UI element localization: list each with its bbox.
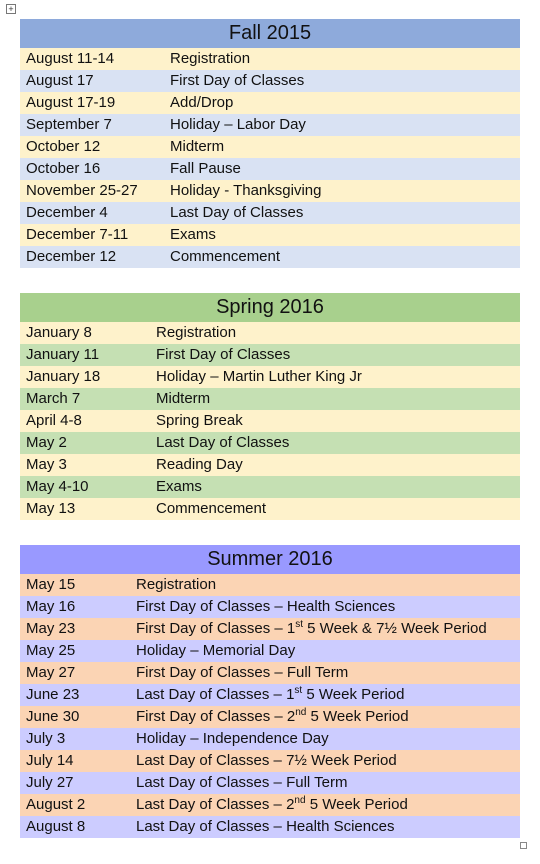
event-cell: Last Day of Classes <box>156 434 290 451</box>
event-cell: Holiday – Labor Day <box>170 116 306 133</box>
date-cell: May 27 <box>26 664 76 681</box>
ordinal-suffix: nd <box>294 795 306 806</box>
ordinal-suffix: nd <box>295 707 307 718</box>
event-cell: Holiday - Thanksgiving <box>170 182 322 199</box>
date-cell: July 3 <box>26 730 66 747</box>
table-row <box>20 246 520 268</box>
table-row <box>20 344 520 366</box>
table-row <box>20 498 520 520</box>
date-cell: January 18 <box>26 368 101 385</box>
date-cell: May 13 <box>26 500 76 517</box>
table-body <box>20 574 520 838</box>
fall-2015-table <box>20 19 520 268</box>
event-cell: Holiday – Memorial Day <box>136 642 296 659</box>
table-row <box>20 70 520 92</box>
table-row <box>20 92 520 114</box>
event-text: Last Day of Classes – 1 <box>136 686 295 703</box>
date-cell: October 12 <box>26 138 101 155</box>
event-cell: Last Day of Classes – Health Sciences <box>136 818 395 835</box>
table-row <box>20 728 520 750</box>
date-cell: March 7 <box>26 390 81 407</box>
event-cell: Spring Break <box>156 412 243 429</box>
date-cell: December 4 <box>26 204 108 221</box>
table-title: Fall 2015 <box>20 19 520 48</box>
table-row <box>20 794 520 816</box>
event-cell: Midterm <box>170 138 225 155</box>
date-cell: December 12 <box>26 248 117 265</box>
event-cell: Holiday – Martin Luther King Jr <box>156 368 362 385</box>
event-cell: Commencement <box>170 248 281 265</box>
event-cell: Commencement <box>156 500 267 517</box>
event-cell: Last Day of Classes – Full Term <box>136 774 348 791</box>
date-cell: January 8 <box>26 324 92 341</box>
date-cell: May 16 <box>26 598 76 615</box>
date-cell: June 30 <box>26 708 80 725</box>
event-text: First Day of Classes – 1 <box>136 620 296 637</box>
event-cell: Holiday – Independence Day <box>136 730 329 747</box>
table-row <box>20 750 520 772</box>
date-cell: May 4-10 <box>26 478 89 495</box>
date-cell: May 25 <box>26 642 76 659</box>
date-cell: October 16 <box>26 160 101 177</box>
date-cell: December 7-11 <box>26 226 129 243</box>
table-row <box>20 388 520 410</box>
spring-2016-table <box>20 293 520 520</box>
table-row <box>20 454 520 476</box>
table-row <box>20 574 520 596</box>
event-text-rest: 5 Week Period <box>302 686 405 703</box>
date-cell: August 17 <box>26 72 94 89</box>
table-row <box>20 618 520 640</box>
date-cell: August 11-14 <box>26 50 115 67</box>
event-cell <box>136 706 409 728</box>
table-row <box>20 366 520 388</box>
event-text-rest: 5 Week Period <box>306 708 409 725</box>
date-cell: May 3 <box>26 456 67 473</box>
event-cell: First Day of Classes <box>156 346 291 363</box>
date-cell: November 25-27 <box>26 182 138 199</box>
date-cell: May 2 <box>26 434 67 451</box>
event-cell: Reading Day <box>156 456 243 473</box>
event-cell <box>136 684 404 706</box>
event-cell: Exams <box>170 226 216 243</box>
table-title: Summer 2016 <box>20 545 520 574</box>
date-cell: May 15 <box>26 576 76 593</box>
table-move-handle-icon[interactable]: + <box>6 4 16 14</box>
date-cell: July 27 <box>26 774 74 791</box>
event-text-rest: 5 Week Period <box>305 796 408 813</box>
event-cell <box>136 794 408 816</box>
table-row <box>20 772 520 794</box>
table-row <box>20 114 520 136</box>
table-row <box>20 816 520 838</box>
table-row <box>20 706 520 728</box>
event-cell: Registration <box>170 50 251 67</box>
table-row <box>20 180 520 202</box>
table-body <box>20 322 520 520</box>
table-row <box>20 158 520 180</box>
table-row <box>20 322 520 344</box>
table-row <box>20 640 520 662</box>
table-row <box>20 432 520 454</box>
table-row <box>20 662 520 684</box>
table-row <box>20 684 520 706</box>
table-row <box>20 596 520 618</box>
table-row <box>20 410 520 432</box>
date-cell: August 17-19 <box>26 94 116 111</box>
summer-2016-table <box>20 545 520 838</box>
event-cell: First Day of Classes <box>170 72 305 89</box>
table-row <box>20 48 520 70</box>
date-cell: July 14 <box>26 752 74 769</box>
table-row <box>20 224 520 246</box>
date-cell: January 11 <box>26 346 100 363</box>
event-cell: Add/Drop <box>170 94 234 111</box>
event-cell: First Day of Classes – Full Term <box>136 664 349 681</box>
event-cell <box>136 618 487 640</box>
event-text: Last Day of Classes – 2 <box>136 796 295 813</box>
event-cell: Midterm <box>156 390 211 407</box>
date-cell: May 23 <box>26 620 76 637</box>
ordinal-suffix: st <box>294 685 303 696</box>
table-row <box>20 476 520 498</box>
event-cell: First Day of Classes – Health Sciences <box>136 598 396 615</box>
date-cell: August 8 <box>26 818 86 835</box>
date-cell: June 23 <box>26 686 80 703</box>
ordinal-suffix: st <box>295 619 303 630</box>
event-cell: Exams <box>156 478 202 495</box>
table-resize-handle-icon[interactable] <box>520 842 527 849</box>
event-text-rest: 5 Week & 7½ Week Period <box>303 620 487 637</box>
event-cell: Fall Pause <box>170 160 241 177</box>
table-title: Spring 2016 <box>20 293 520 322</box>
date-cell: August 2 <box>26 796 86 813</box>
event-cell: Last Day of Classes – 7½ Week Period <box>136 752 397 769</box>
table-body <box>20 48 520 268</box>
table-row <box>20 202 520 224</box>
event-cell: Registration <box>136 576 217 593</box>
event-cell: Registration <box>156 324 237 341</box>
table-row <box>20 136 520 158</box>
date-cell: April 4-8 <box>26 412 82 429</box>
event-cell: Last Day of Classes <box>170 204 304 221</box>
event-text: First Day of Classes – 2 <box>136 708 296 725</box>
date-cell: September 7 <box>26 116 112 133</box>
